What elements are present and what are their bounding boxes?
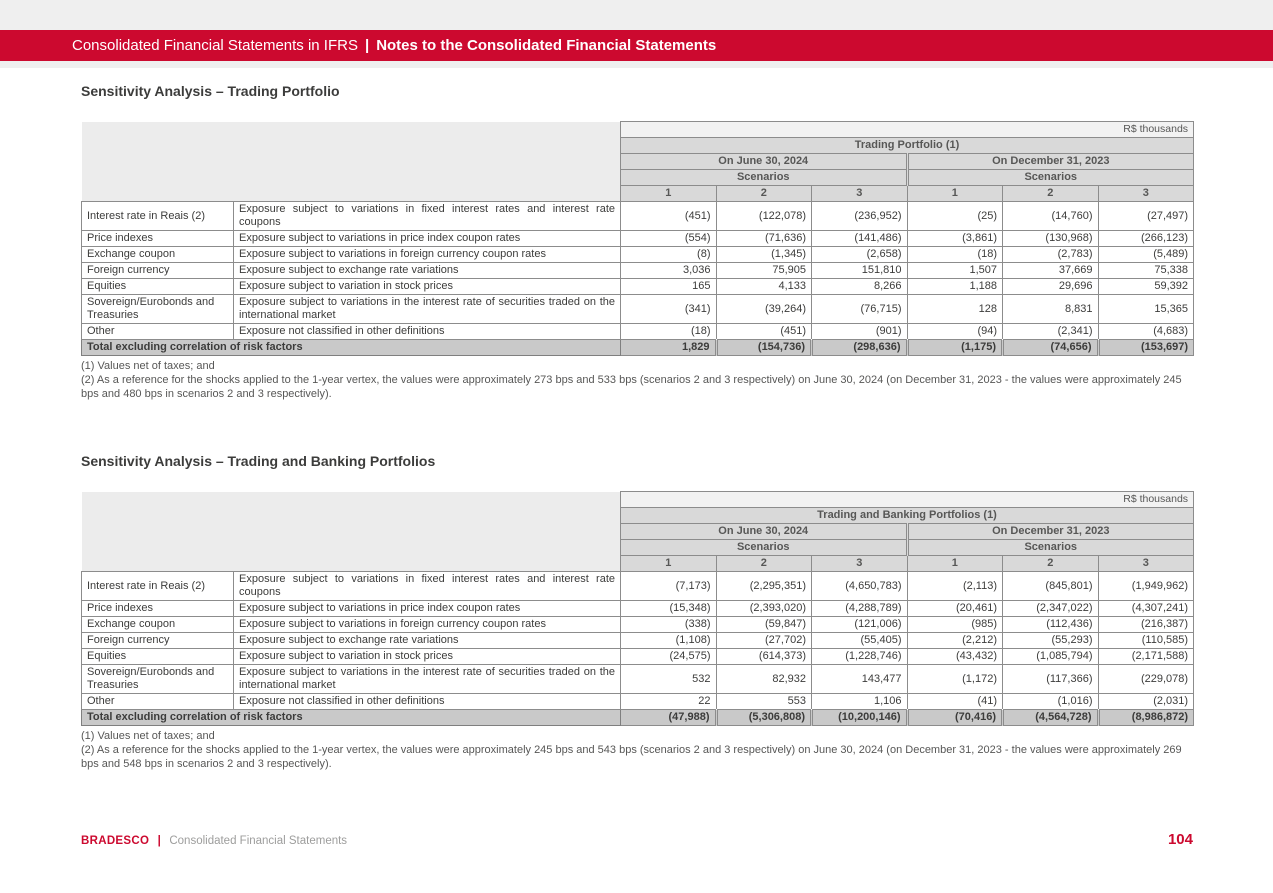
table-row xyxy=(82,279,1194,295)
value-cell: (8) xyxy=(621,247,717,263)
risk-factor-cell: Price indexes xyxy=(82,231,234,247)
value-cell: (4,307,241) xyxy=(1098,601,1194,617)
risk-factor-cell: Foreign currency xyxy=(82,633,234,649)
value-cell: 1,106 xyxy=(812,694,908,710)
value-cell: (112,436) xyxy=(1003,617,1099,633)
value-cell: (41) xyxy=(907,694,1003,710)
total-row xyxy=(82,710,1194,726)
top-gray-strip xyxy=(0,0,1273,30)
section-trading-portfolio xyxy=(81,83,1193,401)
value-cell: (229,078) xyxy=(1098,665,1194,694)
scenario-number-row xyxy=(82,556,1194,572)
value-cell: (2,295,351) xyxy=(716,572,812,601)
date-header-december-2023: On December 31, 2023 xyxy=(907,154,1194,170)
total-value: (47,988) xyxy=(621,710,717,726)
unit-row xyxy=(82,122,1194,138)
total-value: (10,200,146) xyxy=(812,710,908,726)
scenario-col-1: 1 xyxy=(621,186,717,202)
value-cell: (110,585) xyxy=(1098,633,1194,649)
risk-factor-cell: Exchange coupon xyxy=(82,617,234,633)
value-cell: (14,760) xyxy=(1003,202,1099,231)
total-value: (154,736) xyxy=(716,340,812,356)
definition-cell: Exposure not classified in other definitions xyxy=(234,694,621,710)
value-cell: (24,575) xyxy=(621,649,717,665)
value-cell: (451) xyxy=(716,324,812,340)
total-value: (1,175) xyxy=(907,340,1003,356)
page-number: 104 xyxy=(1167,831,1193,848)
table-body xyxy=(82,572,1194,710)
value-cell: 29,696 xyxy=(1003,279,1099,295)
date-header-row xyxy=(82,154,1194,170)
total-value: (298,636) xyxy=(812,340,908,356)
definition-cell: Exposure subject to variations in the interest rate of securities traded on the international market xyxy=(234,295,621,324)
value-cell: (25) xyxy=(907,202,1003,231)
scenario-col-1: 1 xyxy=(907,186,1003,202)
sensitivity-table-trading-banking xyxy=(81,491,1194,726)
footnote-1: (1) Values net of taxes; and xyxy=(81,730,215,742)
value-cell: (94) xyxy=(907,324,1003,340)
table-row xyxy=(82,649,1194,665)
definition-cell: Exposure subject to variations in foreign currency coupon rates xyxy=(234,247,621,263)
table-row xyxy=(82,665,1194,694)
value-cell: 37,669 xyxy=(1003,263,1099,279)
value-cell: (18) xyxy=(621,324,717,340)
table-row xyxy=(82,324,1194,340)
value-cell: (130,968) xyxy=(1003,231,1099,247)
header-spacer xyxy=(82,524,621,540)
unit-label: R$ thousands xyxy=(621,492,1194,508)
table-row xyxy=(82,633,1194,649)
table-row xyxy=(82,202,1194,231)
definition-cell: Exposure subject to variations in price index coupon rates xyxy=(234,231,621,247)
value-cell: (985) xyxy=(907,617,1003,633)
date-header-december-2023: On December 31, 2023 xyxy=(907,524,1194,540)
value-cell: (2,393,020) xyxy=(716,601,812,617)
date-header-row xyxy=(82,524,1194,540)
header-spacer xyxy=(82,138,621,154)
header-banner xyxy=(0,30,1273,61)
footnotes xyxy=(81,359,1193,401)
scenarios-header: Scenarios xyxy=(621,170,908,186)
risk-factor-cell: Equities xyxy=(82,649,234,665)
value-cell: (338) xyxy=(621,617,717,633)
value-cell: 532 xyxy=(621,665,717,694)
value-cell: (1,108) xyxy=(621,633,717,649)
definition-cell: Exposure not classified in other definitions xyxy=(234,324,621,340)
value-cell: 75,338 xyxy=(1098,263,1194,279)
table-row xyxy=(82,572,1194,601)
definition-cell: Exposure subject to variations in fixed interest rates and interest rate coupons xyxy=(234,202,621,231)
value-cell: (1,016) xyxy=(1003,694,1099,710)
total-value: (70,416) xyxy=(907,710,1003,726)
value-cell: (76,715) xyxy=(812,295,908,324)
value-cell: 143,477 xyxy=(812,665,908,694)
risk-factor-cell: Other xyxy=(82,694,234,710)
value-cell: (2,658) xyxy=(812,247,908,263)
header-spacer xyxy=(82,186,621,202)
footer-document-title: Consolidated Financial Statements xyxy=(169,835,348,847)
value-cell: 15,365 xyxy=(1098,295,1194,324)
value-cell: (18) xyxy=(907,247,1003,263)
value-cell: (236,952) xyxy=(812,202,908,231)
sub-gray-strip xyxy=(0,61,1273,68)
total-label: Total excluding correlation of risk factors xyxy=(82,710,621,726)
group-header: Trading and Banking Portfolios (1) xyxy=(621,508,1194,524)
definition-cell: Exposure subject to variation in stock prices xyxy=(234,649,621,665)
value-cell: (1,085,794) xyxy=(1003,649,1099,665)
value-cell: (4,650,783) xyxy=(812,572,908,601)
value-cell: 4,133 xyxy=(716,279,812,295)
value-cell: (117,366) xyxy=(1003,665,1099,694)
header-spacer xyxy=(82,508,621,524)
scenarios-header: Scenarios xyxy=(907,540,1194,556)
value-cell: 8,266 xyxy=(812,279,908,295)
risk-factor-cell: Exchange coupon xyxy=(82,247,234,263)
value-cell: 8,831 xyxy=(1003,295,1099,324)
footer-brand-line xyxy=(81,831,347,849)
scenario-col-3: 3 xyxy=(812,556,908,572)
value-cell: 128 xyxy=(907,295,1003,324)
footnote-2: (2) As a reference for the shocks applied to the 1-year vertex, the values were approximately 245 bps and 543 bps (scenarios 2 and 3 respectively) on June 30, 2024 (on December 31, 2023 - the values were approximately 269 bps and 548 bps in scenarios 2 and 3 respectively). xyxy=(81,744,1182,770)
value-cell: (55,293) xyxy=(1003,633,1099,649)
risk-factor-cell: Equities xyxy=(82,279,234,295)
value-cell: 1,507 xyxy=(907,263,1003,279)
unit-row xyxy=(82,492,1194,508)
value-cell: 22 xyxy=(621,694,717,710)
value-cell: (15,348) xyxy=(621,601,717,617)
header-spacer xyxy=(82,492,621,508)
value-cell: (1,345) xyxy=(716,247,812,263)
page-content xyxy=(0,83,1273,771)
total-value: (153,697) xyxy=(1098,340,1194,356)
total-value: (4,564,728) xyxy=(1003,710,1099,726)
brand-logo-text: BRADESCO xyxy=(81,835,150,847)
scenario-col-2: 2 xyxy=(716,186,812,202)
scenario-col-1: 1 xyxy=(907,556,1003,572)
scenario-number-row xyxy=(82,186,1194,202)
scenario-col-2: 2 xyxy=(1003,186,1099,202)
sensitivity-table-trading xyxy=(81,121,1194,356)
value-cell: (20,461) xyxy=(907,601,1003,617)
banner-separator: | xyxy=(364,37,370,54)
value-cell: (1,949,962) xyxy=(1098,572,1194,601)
group-header: Trading Portfolio (1) xyxy=(621,138,1194,154)
scenario-col-1: 1 xyxy=(621,556,717,572)
table-row xyxy=(82,263,1194,279)
header-spacer xyxy=(82,556,621,572)
value-cell: (27,702) xyxy=(716,633,812,649)
table-row xyxy=(82,231,1194,247)
risk-factor-cell: Interest rate in Reais (2) xyxy=(82,202,234,231)
group-header-row xyxy=(82,138,1194,154)
value-cell: (55,405) xyxy=(812,633,908,649)
scenario-col-2: 2 xyxy=(1003,556,1099,572)
definition-cell: Exposure subject to variation in stock prices xyxy=(234,279,621,295)
value-cell: (5,489) xyxy=(1098,247,1194,263)
risk-factor-cell: Interest rate in Reais (2) xyxy=(82,572,234,601)
value-cell: (451) xyxy=(621,202,717,231)
footnote-2: (2) As a reference for the shocks applied to the 1-year vertex, the values were approximately 273 bps and 533 bps (scenarios 2 and 3 respectively) on June 30, 2024 (on December 31, 2023 - the values were approximately 245 bps and 480 bps in scenarios 2 and 3 respectively). xyxy=(81,374,1182,400)
section-trading-and-banking-portfolios xyxy=(81,453,1193,771)
value-cell: (27,497) xyxy=(1098,202,1194,231)
scenarios-header: Scenarios xyxy=(621,540,908,556)
unit-label: R$ thousands xyxy=(621,122,1194,138)
total-value: (5,306,808) xyxy=(716,710,812,726)
header-spacer xyxy=(82,540,621,556)
value-cell: (1,172) xyxy=(907,665,1003,694)
table-row xyxy=(82,295,1194,324)
value-cell: (341) xyxy=(621,295,717,324)
section-title: Sensitivity Analysis – Trading and Banking Portfolios xyxy=(81,453,436,469)
total-value: 1,829 xyxy=(621,340,717,356)
page-footer xyxy=(81,831,1193,849)
total-value: (8,986,872) xyxy=(1098,710,1194,726)
value-cell: (2,341) xyxy=(1003,324,1099,340)
scenarios-header-row xyxy=(82,170,1194,186)
scenario-col-3: 3 xyxy=(1098,556,1194,572)
value-cell: (1,228,746) xyxy=(812,649,908,665)
value-cell: (3,861) xyxy=(907,231,1003,247)
value-cell: (266,123) xyxy=(1098,231,1194,247)
value-cell: 1,188 xyxy=(907,279,1003,295)
value-cell: (2,171,588) xyxy=(1098,649,1194,665)
scenario-col-2: 2 xyxy=(716,556,812,572)
header-spacer xyxy=(82,170,621,186)
total-label: Total excluding correlation of risk factors xyxy=(82,340,621,356)
table-row xyxy=(82,694,1194,710)
value-cell: 59,392 xyxy=(1098,279,1194,295)
scenarios-header-row xyxy=(82,540,1194,556)
value-cell: (2,031) xyxy=(1098,694,1194,710)
scenario-col-3: 3 xyxy=(812,186,908,202)
footnote-1: (1) Values net of taxes; and xyxy=(81,360,215,372)
scenario-col-3: 3 xyxy=(1098,186,1194,202)
value-cell: (4,288,789) xyxy=(812,601,908,617)
value-cell: (59,847) xyxy=(716,617,812,633)
risk-factor-cell: Foreign currency xyxy=(82,263,234,279)
value-cell: (43,432) xyxy=(907,649,1003,665)
definition-cell: Exposure subject to exchange rate variations xyxy=(234,263,621,279)
table-row xyxy=(82,617,1194,633)
footnotes xyxy=(81,729,1193,771)
definition-cell: Exposure subject to variations in the interest rate of securities traded on the international market xyxy=(234,665,621,694)
value-cell: (7,173) xyxy=(621,572,717,601)
header-spacer xyxy=(82,154,621,170)
value-cell: (216,387) xyxy=(1098,617,1194,633)
total-row xyxy=(82,340,1194,356)
value-cell: (2,113) xyxy=(907,572,1003,601)
value-cell: 553 xyxy=(716,694,812,710)
definition-cell: Exposure subject to variations in fixed interest rates and interest rate coupons xyxy=(234,572,621,601)
definition-cell: Exposure subject to variations in price index coupon rates xyxy=(234,601,621,617)
banner-title-right: Notes to the Consolidated Financial Statements xyxy=(376,37,717,54)
value-cell: 151,810 xyxy=(812,263,908,279)
value-cell: (614,373) xyxy=(716,649,812,665)
value-cell: (121,006) xyxy=(812,617,908,633)
footer-separator: | xyxy=(157,835,161,847)
risk-factor-cell: Price indexes xyxy=(82,601,234,617)
table-row xyxy=(82,601,1194,617)
risk-factor-cell: Sovereign/Eurobonds and Treasuries xyxy=(82,665,234,694)
section-title: Sensitivity Analysis – Trading Portfolio xyxy=(81,83,340,99)
group-header-row xyxy=(82,508,1194,524)
banner-title-left: Consolidated Financial Statements in IFRS xyxy=(72,37,358,54)
scenarios-header: Scenarios xyxy=(907,170,1194,186)
value-cell: 3,036 xyxy=(621,263,717,279)
value-cell: (901) xyxy=(812,324,908,340)
table-row xyxy=(82,247,1194,263)
header-spacer xyxy=(82,122,621,138)
value-cell: (71,636) xyxy=(716,231,812,247)
value-cell: (2,347,022) xyxy=(1003,601,1099,617)
definition-cell: Exposure subject to variations in foreign currency coupon rates xyxy=(234,617,621,633)
definition-cell: Exposure subject to exchange rate variations xyxy=(234,633,621,649)
value-cell: (141,486) xyxy=(812,231,908,247)
value-cell: (39,264) xyxy=(716,295,812,324)
value-cell: (2,212) xyxy=(907,633,1003,649)
total-value: (74,656) xyxy=(1003,340,1099,356)
value-cell: (554) xyxy=(621,231,717,247)
value-cell: 82,932 xyxy=(716,665,812,694)
value-cell: (845,801) xyxy=(1003,572,1099,601)
value-cell: (2,783) xyxy=(1003,247,1099,263)
table-body xyxy=(82,202,1194,340)
value-cell: (4,683) xyxy=(1098,324,1194,340)
value-cell: (122,078) xyxy=(716,202,812,231)
value-cell: 75,905 xyxy=(716,263,812,279)
risk-factor-cell: Sovereign/Eurobonds and Treasuries xyxy=(82,295,234,324)
date-header-june-2024: On June 30, 2024 xyxy=(621,154,908,170)
risk-factor-cell: Other xyxy=(82,324,234,340)
value-cell: 165 xyxy=(621,279,717,295)
date-header-june-2024: On June 30, 2024 xyxy=(621,524,908,540)
